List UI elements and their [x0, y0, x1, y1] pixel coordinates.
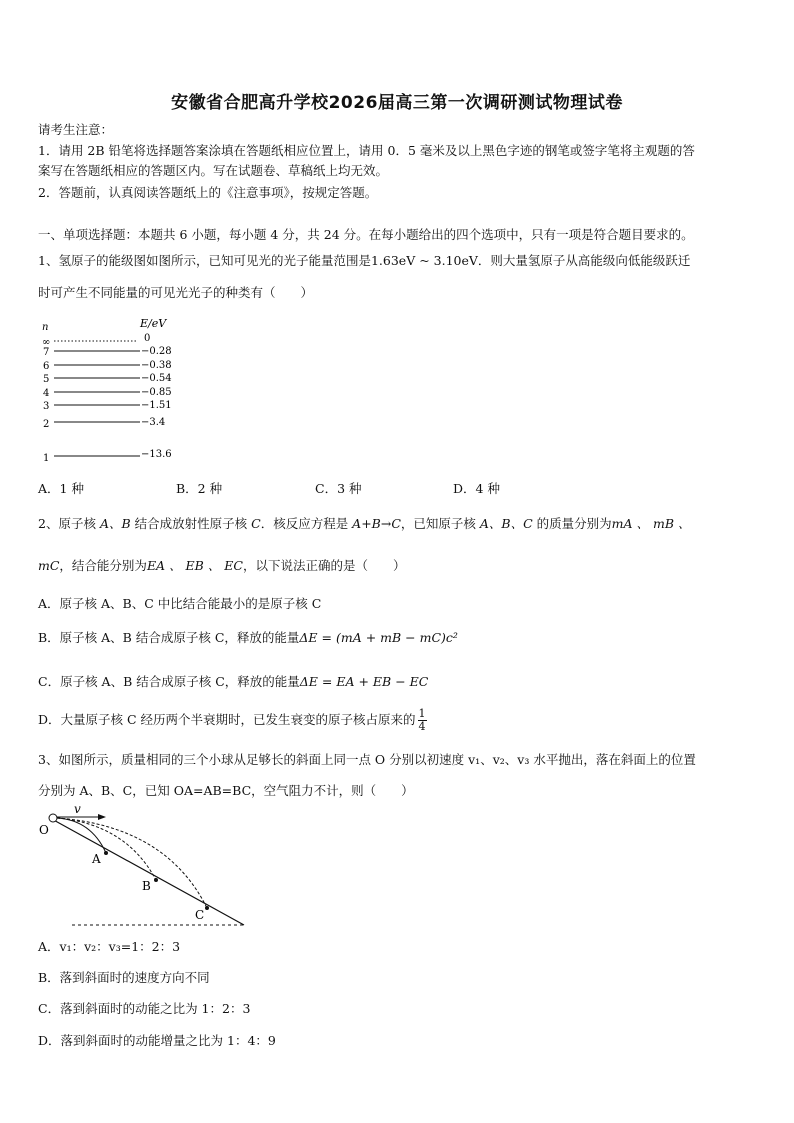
q2-reaction-equation: A+B→C — [352, 516, 401, 531]
level-e-7: −0.28 — [141, 346, 172, 357]
q2-option-a[interactable]: A．原子核 A、B、C 中比结合能最小的是原子核 C — [38, 596, 322, 611]
q1-option-d[interactable]: D．4 种 — [453, 481, 500, 496]
q2-option-c-equation: ΔE = EA + EB − EC — [299, 674, 429, 689]
notice-item-2: 2．答题前，认真阅读答题纸上的《注意事项》，按规定答题。 — [38, 185, 378, 200]
q3-option-a[interactable]: A．v₁：v₂：v₃=1：2：3 — [38, 939, 181, 954]
q3-option-b[interactable]: B．落到斜面时的速度方向不同 — [38, 970, 210, 985]
label-c: C — [195, 908, 205, 922]
q3-stem-line-1: 3、如图所示，质量相同的三个小球从足够长的斜面上同一点 O 分别以初速度 v₁、v₂、v₃ 水平抛出，落在斜面上的位置 — [38, 752, 696, 767]
incline-line — [50, 818, 244, 925]
level-e-inf: 0 — [144, 333, 151, 344]
q2-nucleus-c: C — [251, 516, 261, 531]
q2-option-b-equation: ΔE = (mA + mB − mC)c² — [299, 630, 458, 645]
q2-text-7: ，以下说法正确的是（ ） — [242, 558, 406, 573]
point-b-marker — [154, 878, 158, 882]
level-n-7: 7 — [43, 347, 50, 358]
velocity-label: v — [74, 802, 81, 816]
q2-text-3: ．核反应方程是 — [260, 516, 353, 531]
level-e-1: −13.6 — [141, 449, 172, 460]
q2-option-d-text: D．大量原子核 C 经历两个半衰期时，已发生衰变的原子核占原来的 — [38, 712, 416, 727]
velocity-arrowhead — [98, 814, 106, 820]
q2-text-4: ，已知原子核 — [400, 516, 480, 531]
ball-o — [49, 814, 57, 822]
q2-nuclei-abc: A、B、C — [479, 516, 533, 531]
q2-masses: mA 、 mB 、 — [611, 516, 691, 531]
page-title: 安徽省合肥高升学校2026届高三第一次调研测试物理试卷 — [171, 93, 623, 113]
fraction-denominator: 4 — [418, 720, 426, 733]
q2-text-5: 的质量分别为 — [532, 516, 612, 531]
q1-stem-line-2: 时可产生不同能量的可见光光子的种类有（ ） — [38, 285, 314, 300]
q2-text-2: 结合成放射性原子核 — [130, 516, 252, 531]
q2-option-b[interactable] — [38, 628, 758, 646]
point-c-marker — [205, 906, 209, 910]
energy-level-diagram — [38, 312, 198, 467]
q1-energy-range: 1.63eV ~ 3.10eV — [370, 253, 478, 268]
q3-option-d[interactable]: D．落到斜面时的动能增量之比为 1：4：9 — [38, 1033, 276, 1048]
incline-projectile-diagram — [36, 802, 250, 930]
q2-stem-line-2 — [38, 556, 758, 574]
diagram-n-label: n — [42, 322, 49, 333]
q2-stem-line-1 — [38, 514, 758, 532]
notice-label: 请考生注意： — [38, 122, 114, 137]
point-a-marker — [104, 851, 108, 855]
q2-option-d-fraction — [418, 708, 427, 733]
q1-option-a[interactable]: A．1 种 — [38, 481, 84, 496]
q2-text-6: ，结合能分别为 — [59, 558, 147, 573]
level-n-2: 2 — [43, 419, 50, 430]
level-e-3: −1.51 — [141, 400, 172, 411]
q1-option-c[interactable]: C．3 种 — [315, 481, 362, 496]
q2-binding-energies: EA 、 EB 、 EC — [146, 558, 243, 573]
q3-stem-line-2: 分别为 A、B、C，已知 OA=AB=BC，空气阻力不计，则（ ） — [38, 783, 414, 798]
q2-nuclei-ab: A、B — [99, 516, 131, 531]
fraction-numerator: 1 — [418, 707, 426, 720]
q2-option-d[interactable] — [38, 708, 758, 733]
q2-option-b-text: B．原子核 A、B 结合成原子核 C，释放的能量 — [38, 630, 300, 645]
q1-stem-pre: 1、氢原子的能级图如图所示，已知可见光的光子能量范围是 — [38, 253, 371, 268]
level-n-3: 3 — [43, 401, 50, 412]
q1-stem-line-1 — [38, 251, 758, 269]
diagram-e-label: E/eV — [140, 317, 167, 330]
q2-option-c[interactable] — [38, 672, 758, 690]
level-n-1: 1 — [43, 453, 50, 464]
level-e-6: −0.38 — [141, 360, 172, 371]
notice-item-1-line-2: 案写在答题纸相应的答题区内。写在试题卷、草稿纸上均无效。 — [38, 163, 389, 178]
level-e-2: −3.4 — [141, 417, 166, 428]
q1-stem-post: ．则大量氢原子从高能级向低能级跃迁 — [477, 253, 691, 268]
label-b: B — [142, 879, 151, 893]
level-n-6: 6 — [43, 361, 50, 372]
level-n-5: 5 — [43, 374, 50, 385]
level-n-inf: ∞ — [42, 337, 51, 348]
section-heading: 一、单项选择题：本题共 6 小题，每小题 4 分，共 24 分。在每小题给出的四个选项中，只有一项是符合题目要求的。 — [38, 227, 694, 242]
label-o: O — [39, 823, 49, 837]
level-e-5: −0.54 — [141, 373, 172, 384]
level-n-4: 4 — [43, 388, 50, 399]
notice-item-1-line-1: 1．请用 2B 铅笔将选择题答案涂填在答题纸相应位置上，请用 0．5 毫米及以上黑色字迹的钢笔或签字笔将主观题的答 — [38, 143, 695, 158]
q2-mass-c: mC — [38, 558, 60, 573]
q3-option-c[interactable]: C．落到斜面时的动能之比为 1：2：3 — [38, 1001, 251, 1016]
label-a: A — [92, 852, 101, 866]
level-e-4: −0.85 — [141, 387, 172, 398]
q2-text-1: 2、原子核 — [38, 516, 100, 531]
q2-option-c-text: C．原子核 A、B 结合成原子核 C，释放的能量 — [38, 674, 300, 689]
q1-option-b[interactable]: B．2 种 — [176, 481, 223, 496]
